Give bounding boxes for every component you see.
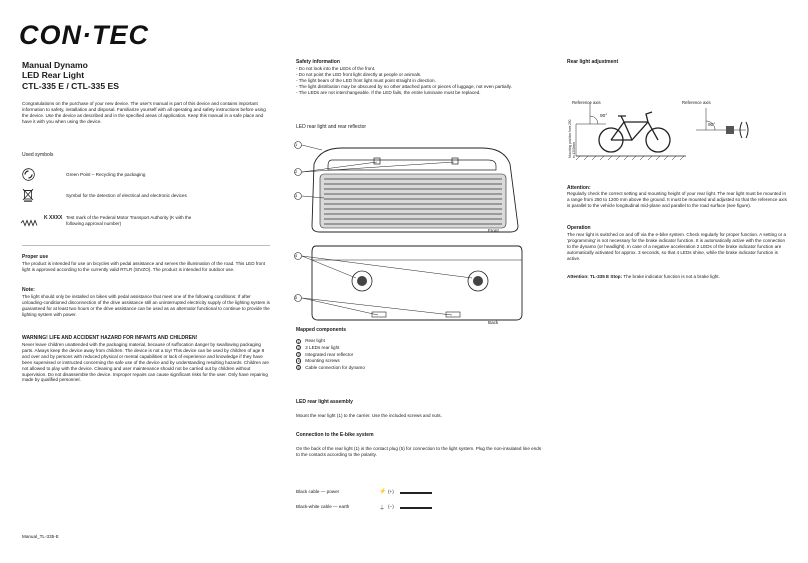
title-line-2: LED Rear Light xyxy=(22,70,85,81)
adjustment-diagram xyxy=(566,94,776,179)
mapped-item: 1 Rear light xyxy=(297,338,325,344)
note-heading: Note: xyxy=(22,287,35,293)
used-symbol-label-3: Test mark of the Federal Motor Transport Authority (K with the following approval number) xyxy=(66,215,192,226)
back-label: Back xyxy=(488,320,499,325)
figure-heading: LED rear light and rear reflector xyxy=(296,124,367,130)
callout-label-1: 1 xyxy=(295,142,298,147)
green-point-icon xyxy=(22,168,35,186)
weee-bin-icon xyxy=(22,188,34,207)
cable-line-earth xyxy=(400,507,432,509)
used-symbol-label-2: Symbol for the detection of electrical and electronic devices xyxy=(66,193,187,198)
height-label: Mounting position from 250 to 1200mm xyxy=(568,119,576,158)
operation-heading: Operation xyxy=(567,225,591,231)
footer-code: Manual_TL-335-E xyxy=(22,534,59,539)
cable-sign-power: (+) xyxy=(388,489,394,494)
plug-1 xyxy=(372,312,386,317)
safety-item: - The LEDs are not interchangeable. If the LED fails, the entire luminaire must be replaced. xyxy=(296,89,481,95)
safety-item: - Do not point the LED front light directly at people or animals. xyxy=(296,71,422,77)
screw-1 xyxy=(357,276,367,286)
attention2-label: Attention: TL-335 E Stop: xyxy=(567,274,623,279)
ref-axis-label-right: Reference axis xyxy=(682,100,711,105)
mapped-heading: Mapped components xyxy=(296,327,347,333)
cable-label-earth: Black-white cable — earth xyxy=(296,504,350,509)
safety-heading: Safety information xyxy=(296,59,340,65)
attention-heading: Attention: xyxy=(567,185,591,191)
callout-label-3: 3 xyxy=(295,193,298,198)
kba-wave-icon xyxy=(20,214,40,232)
connection-text: On the back of the rear light (1) is the contact plug (5) for connection to the light system. Plug the non-insulated line ends to the contacts according to the polarity. xyxy=(296,446,542,457)
safety-item: - Do not look into the LEDs of the front. xyxy=(296,66,376,71)
connection-heading: Connection to the E-bike system xyxy=(296,432,374,438)
title-line-1: Manual Dynamo xyxy=(22,60,88,70)
callout-label-4: 4 xyxy=(295,253,298,258)
mapped-item: 3 Integrated rear reflector xyxy=(297,351,354,357)
assembly-text: Mount the rear light (1) to the carrier. Use the included screws and nuts. xyxy=(296,413,442,418)
title-line-3: CTL-335 E / CTL-335 ES xyxy=(22,80,119,91)
brand-wordmark: CON·TEC xyxy=(19,20,149,50)
adjustment-heading: Rear light adjustment xyxy=(567,59,619,65)
front-label: Front xyxy=(488,228,499,233)
cable-label-power: Black cable — power xyxy=(296,489,340,494)
note-text: The light should only be installed on bikes with pedal assistance that meet one of the following conditions: If after unloading-conditioned disconnection of the drive assistance still an uninterrupted electricity supply of the lighting system is guaranteed for at least two hours or the drive assistance can be used as an alternator functional to continue to provide the lighting system with power. xyxy=(22,294,270,317)
used-symbols-heading: Used symbols xyxy=(22,152,54,158)
mapped-item: 4 Mounting screws xyxy=(297,358,340,364)
kba-code: K XXXX xyxy=(44,215,63,221)
safety-list xyxy=(296,66,544,96)
mapped-item: 2 2 LEDs rear light xyxy=(297,344,340,351)
bicycle-icon xyxy=(599,112,670,152)
document-title xyxy=(22,60,270,91)
power-icon: ⚡ xyxy=(379,489,387,495)
brand-logo xyxy=(19,20,169,50)
back-housing xyxy=(312,246,522,320)
angle-label-left: 90° xyxy=(600,114,608,119)
cable-line-power xyxy=(400,492,432,494)
attention2-text: The brake indicator function is not a brake light. xyxy=(623,274,720,279)
warning-text: Never leave children unattended with the packaging material, because of suffocation danger by swallowing packaging parts. Always keep the device away from children. The device is not a toy! This device can be used by children of age 8 and over and by persons with reduced physical or mental capabilities or lack of experience and knowledge if they have been supervised or instructed concerning the safe use of the device and by understanding resulting hazards. Children are not allowed to play with the device. Cleaning and user maintenance should not be carried out by children without supervision. Do not disassemble the device. Improper repairs can cause significant risks for the user. Only have repairing made by qualified personnel. xyxy=(22,342,269,383)
rear-light-diagram xyxy=(292,136,532,337)
angle-label-right: 90° xyxy=(708,123,716,128)
cable-sign-earth: (−) xyxy=(388,504,394,509)
section-divider xyxy=(22,245,270,246)
warning-heading: WARNING! LIFE AND ACCIDENT HAZARD FOR INFANTS AND CHILDREN! xyxy=(22,335,198,341)
callout-label-2: 2 xyxy=(295,169,298,174)
ref-axis-label-left: Reference axis xyxy=(572,100,601,105)
attention-text: Regularly check the correct setting and mounting height of your rear light. The rear light must be mounted in a range from 250 to 1200 mm above the ground. It must be mounted and adjusted so that the reference axis is parallel to the vehicle longitudinal mid-plane and parallel to the road surface (see figure). xyxy=(567,191,787,208)
attention2 xyxy=(567,274,789,280)
ground-icon: ⏚ xyxy=(379,506,386,512)
safety-item: - The light beam of the LED front light must point straight in direction. xyxy=(296,77,436,83)
proper-use-text: The product is intended for use on bicycles with pedal assistance and serves the illumination of the road. This LED front light is approved according to the currently valid RTLR (StVZO). The product is intended for outdoor use. xyxy=(22,261,266,272)
callout-label-5: 5 xyxy=(295,295,298,300)
operation-text: The rear light is switched on and off via the e-bike system. Check regularly for proper function. A setting or a 'programming' is not necessary for the brake indicator function. It is automatically active with the connection to the dynamo (or headlight). In case of a negative acceleration 2 LEDs of the brake indicator function are automatically activated for approx. 3 seconds, so that 4 LEDs shine, while the brake indicator function is active. xyxy=(567,232,786,261)
mapped-item: 5 Cable connection for dynamo xyxy=(297,364,365,371)
safety-item: - The light distribution may be obscured by no other attached parts or pieces of luggage, not even partially. xyxy=(296,83,512,89)
mapped-list xyxy=(296,338,544,371)
screw-2 xyxy=(473,276,483,286)
proper-use-heading: Proper use xyxy=(22,254,49,260)
used-symbol-label-1: Green Point – Recycling the packaging xyxy=(66,172,146,177)
assembly-heading: LED rear light assembly xyxy=(296,399,353,405)
intro-paragraph: Congratulations on the purchase of your new device. The user's manual is part of this device and contains important information to safety, installation and disposal. Familiarize yourself with all operating and safety instructions before using the device. Use the device as described and in the specified areas of application. Keep this manual in a safe place and have it with you when using the device. xyxy=(22,101,266,124)
